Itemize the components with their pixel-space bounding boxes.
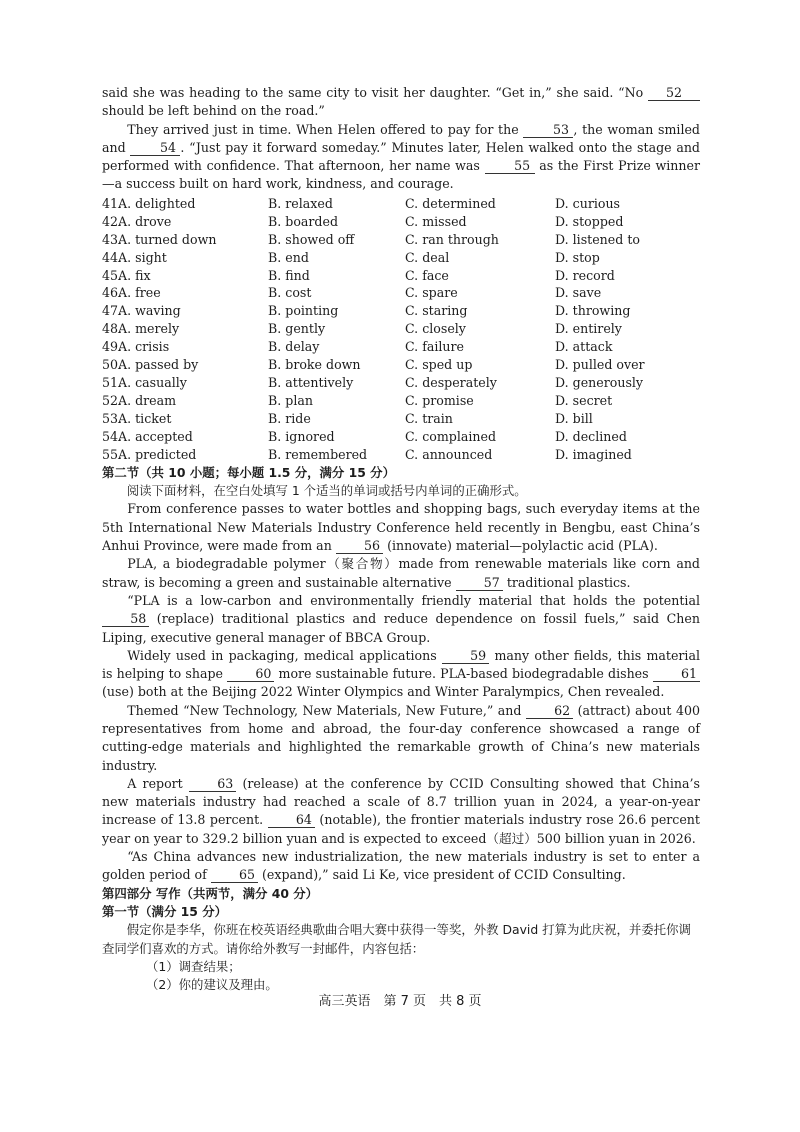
option-row xyxy=(102,195,700,213)
option-d: D. stop xyxy=(555,249,600,265)
text: as the First Prize winner—a success built on hard work, kindness, and courage. xyxy=(102,158,700,192)
option-row xyxy=(102,446,700,464)
text: They arrived just in time. When Helen offered to pay for the xyxy=(127,121,519,137)
option-a: A. fix xyxy=(118,267,151,283)
option-d: D. record xyxy=(555,267,615,283)
question-number: 54. xyxy=(102,428,123,444)
option-row xyxy=(102,320,700,338)
writing-prompt: 假定你是李华，你班在校英语经典歌曲合唱大赛中获得一等奖，外教 David 打算为此庆祝，并委托你调查同学们喜欢的方式。请你给外教写一封邮件，内容包括： xyxy=(102,922,691,956)
option-a: A. passed by xyxy=(118,357,199,373)
option-row xyxy=(102,356,700,374)
option-d: D. throwing xyxy=(555,303,631,319)
option-c: C. announced xyxy=(405,446,493,462)
blank-57: 57 xyxy=(456,575,503,591)
option-a: A. sight xyxy=(118,249,167,265)
text: (innovate) material—polylactic acid (PLA). xyxy=(387,538,658,554)
passage-paragraph-1 xyxy=(102,84,700,121)
option-d: D. stopped xyxy=(555,213,624,229)
option-a: A. predicted xyxy=(118,446,197,462)
option-row xyxy=(102,302,700,320)
option-c: C. face xyxy=(405,267,449,283)
option-d: D. attack xyxy=(555,339,613,355)
passage-paragraph-2 xyxy=(102,121,700,194)
text: Widely used in packaging, medical applications xyxy=(127,647,437,663)
blank-63: 63 xyxy=(189,776,236,792)
blank-58: 58 xyxy=(102,611,149,627)
option-c: C. promise xyxy=(405,393,474,409)
section-instruction: 阅读下面材料，在空白处填写 1 个适当的单词或括号内单词的正确形式。 xyxy=(126,483,527,499)
option-b: B. delay xyxy=(268,339,320,355)
option-a: A. delighted xyxy=(118,195,196,211)
question-number: 52. xyxy=(102,393,123,409)
text: (notable), the frontier materials industry rose 26.6 percent year on year to 329.2 billion yuan and is expected to exceed（超过）500 billion yuan in 2026. xyxy=(102,812,700,846)
option-b: B. find xyxy=(268,267,310,283)
grammar-paragraph-1 xyxy=(102,500,700,555)
option-d: D. curious xyxy=(555,195,621,211)
blank-59: 59 xyxy=(442,648,489,664)
option-a: A. turned down xyxy=(118,231,217,247)
text: (attract) about 400 representatives from home and abroad, the four-day conference showcased a range of cutting-edge materials and highlighted the remarkable growth of China’s new materials industry. xyxy=(102,702,700,773)
option-c: C. missed xyxy=(405,213,467,229)
option-a: A. waving xyxy=(118,303,181,319)
option-c: C. determined xyxy=(405,195,496,211)
blank-61: 61 xyxy=(653,666,700,682)
text: “As China advances new industrialization, the new materials industry is set to enter a golden period of xyxy=(102,849,700,883)
option-d: D. bill xyxy=(555,411,593,427)
option-b: B. gently xyxy=(268,321,326,337)
question-number: 48. xyxy=(102,321,123,337)
text: (use) both at the Beijing 2022 Winter Olympics and Winter Paralympics, Chen revealed. xyxy=(102,684,665,700)
option-a: A. dream xyxy=(118,393,177,409)
option-c: C. failure xyxy=(405,339,465,355)
option-d: D. generously xyxy=(555,375,644,391)
question-number: 49. xyxy=(102,339,123,355)
question-number: 51. xyxy=(102,375,123,391)
option-c: C. staring xyxy=(405,303,468,319)
question-number: 43. xyxy=(102,231,123,247)
text: (replace) traditional plastics and reduce dependence on fossil fuels,” said Chen Liping, executive general manager of BBCA Group. xyxy=(102,611,700,645)
option-d: D. secret xyxy=(555,393,613,409)
text: “PLA is a low-carbon and environmentally friendly material that holds the potential xyxy=(127,592,700,608)
question-number: 46. xyxy=(102,285,123,301)
blank-55: 55 xyxy=(485,158,535,174)
text: (release) at the conference by CCID Consulting showed that China’s new materials industry had reached a scale of 8.7 trillion yuan in 2024, a year-on-year increase of 13.8 percent. xyxy=(102,775,700,828)
option-row xyxy=(102,213,700,231)
option-c: C. desperately xyxy=(405,375,497,391)
option-d: D. entirely xyxy=(555,321,622,337)
option-row xyxy=(102,392,700,410)
option-a: A. ticket xyxy=(118,411,172,427)
option-d: D. declined xyxy=(555,428,627,444)
question-number: 55. xyxy=(102,446,123,462)
writing-requirement-1: （1）调查结果； xyxy=(146,958,241,974)
option-c: C. train xyxy=(405,411,453,427)
option-a: A. free xyxy=(118,285,161,301)
option-c: C. complained xyxy=(405,428,497,444)
cloze-options xyxy=(102,195,700,464)
text: said she was heading to the same city to visit her daughter. “Get in,” she said. “No xyxy=(102,85,644,100)
text: Themed “New Technology, New Materials, New Future,” and xyxy=(127,702,522,718)
option-c: C. closely xyxy=(405,321,466,337)
text: (expand),” said Li Ke, vice president of CCID Consulting. xyxy=(262,867,626,883)
option-a: A. accepted xyxy=(118,428,193,444)
text: From conference passes to water bottles and shopping bags, such everyday items at the 5th International New Materials Industry Conference held recently in Bengbu, east China’s Anhui Province, were made from an xyxy=(102,501,700,554)
question-number: 53. xyxy=(102,411,123,427)
page-footer: 高三英语 第 7 页 共 8 页 xyxy=(318,994,482,1009)
writing-requirement-2: （2）你的建议及理由。 xyxy=(146,977,278,993)
section-heading: 第二节（共 10 小题；每小题 1.5 分，满分 15 分） xyxy=(102,464,395,480)
grammar-paragraph-5 xyxy=(102,702,700,775)
blank-54: 54 xyxy=(130,140,180,156)
blank-56: 56 xyxy=(336,538,383,554)
part4-heading: 第四部分 写作（共两节，满分 40 分） xyxy=(102,885,319,901)
option-b: B. end xyxy=(268,249,309,265)
blank-64: 64 xyxy=(268,812,315,828)
text: . “Just pay it forward someday.” Minutes later, Helen walked onto the stage and performed with confidence. That afternoon, her name was xyxy=(102,139,700,174)
option-row xyxy=(102,410,700,428)
question-number: 50. xyxy=(102,357,123,373)
option-row xyxy=(102,284,700,302)
option-b: B. ignored xyxy=(268,428,335,444)
option-c: C. sped up xyxy=(405,357,473,373)
blank-60: 60 xyxy=(227,666,274,682)
question-number: 45. xyxy=(102,267,123,283)
question-number: 41. xyxy=(102,195,123,211)
option-b: B. attentively xyxy=(268,375,354,391)
option-b: B. pointing xyxy=(268,303,339,319)
question-number: 47. xyxy=(102,303,123,319)
text: more sustainable future. PLA-based biodegradable dishes xyxy=(278,666,649,682)
option-row xyxy=(102,338,700,356)
option-b: B. ride xyxy=(268,411,311,427)
blank-53: 53 xyxy=(523,122,573,138)
grammar-paragraph-3 xyxy=(102,592,700,647)
option-c: C. deal xyxy=(405,249,450,265)
text: traditional plastics. xyxy=(506,574,631,590)
option-b: B. remembered xyxy=(268,446,368,462)
option-a: A. casually xyxy=(118,375,187,391)
option-row xyxy=(102,267,700,285)
grammar-paragraph-4 xyxy=(102,647,700,702)
option-row xyxy=(102,428,700,446)
part4-sub-heading: 第一节（满分 15 分） xyxy=(102,903,227,919)
text: , the woman smiled and xyxy=(102,121,700,155)
text: PLA, a biodegradable polymer（聚合物）made from renewable materials like corn and straw, is becoming a green and sustainable alternative xyxy=(102,556,700,590)
option-b: B. boarded xyxy=(268,213,339,229)
grammar-paragraph-7 xyxy=(102,848,700,885)
option-a: A. drove xyxy=(118,213,172,229)
option-d: D. imagined xyxy=(555,446,632,462)
grammar-paragraph-6 xyxy=(102,775,700,848)
option-b: B. cost xyxy=(268,285,312,301)
blank-62: 62 xyxy=(526,703,573,719)
option-d: D. save xyxy=(555,285,602,301)
option-b: B. plan xyxy=(268,393,313,409)
option-b: B. relaxed xyxy=(268,195,333,211)
grammar-paragraph-2 xyxy=(102,555,700,592)
option-d: D. listened to xyxy=(555,231,640,247)
option-row xyxy=(102,374,700,392)
text: should be left behind on the road.” xyxy=(102,103,325,119)
option-row xyxy=(102,231,700,249)
blank-65: 65 xyxy=(211,867,258,883)
option-a: A. crisis xyxy=(118,339,170,355)
option-a: A. merely xyxy=(118,321,180,337)
option-b: B. broke down xyxy=(268,357,361,373)
text: A report xyxy=(127,775,183,791)
text: many other fields, this material is helping to shape xyxy=(102,647,700,682)
option-b: B. showed off xyxy=(268,231,355,247)
option-c: C. spare xyxy=(405,285,458,301)
question-number: 42. xyxy=(102,213,123,229)
option-row xyxy=(102,249,700,267)
blank-52: 52 xyxy=(648,85,700,101)
option-c: C. ran through xyxy=(405,231,499,247)
option-d: D. pulled over xyxy=(555,357,645,373)
question-number: 44. xyxy=(102,249,123,265)
